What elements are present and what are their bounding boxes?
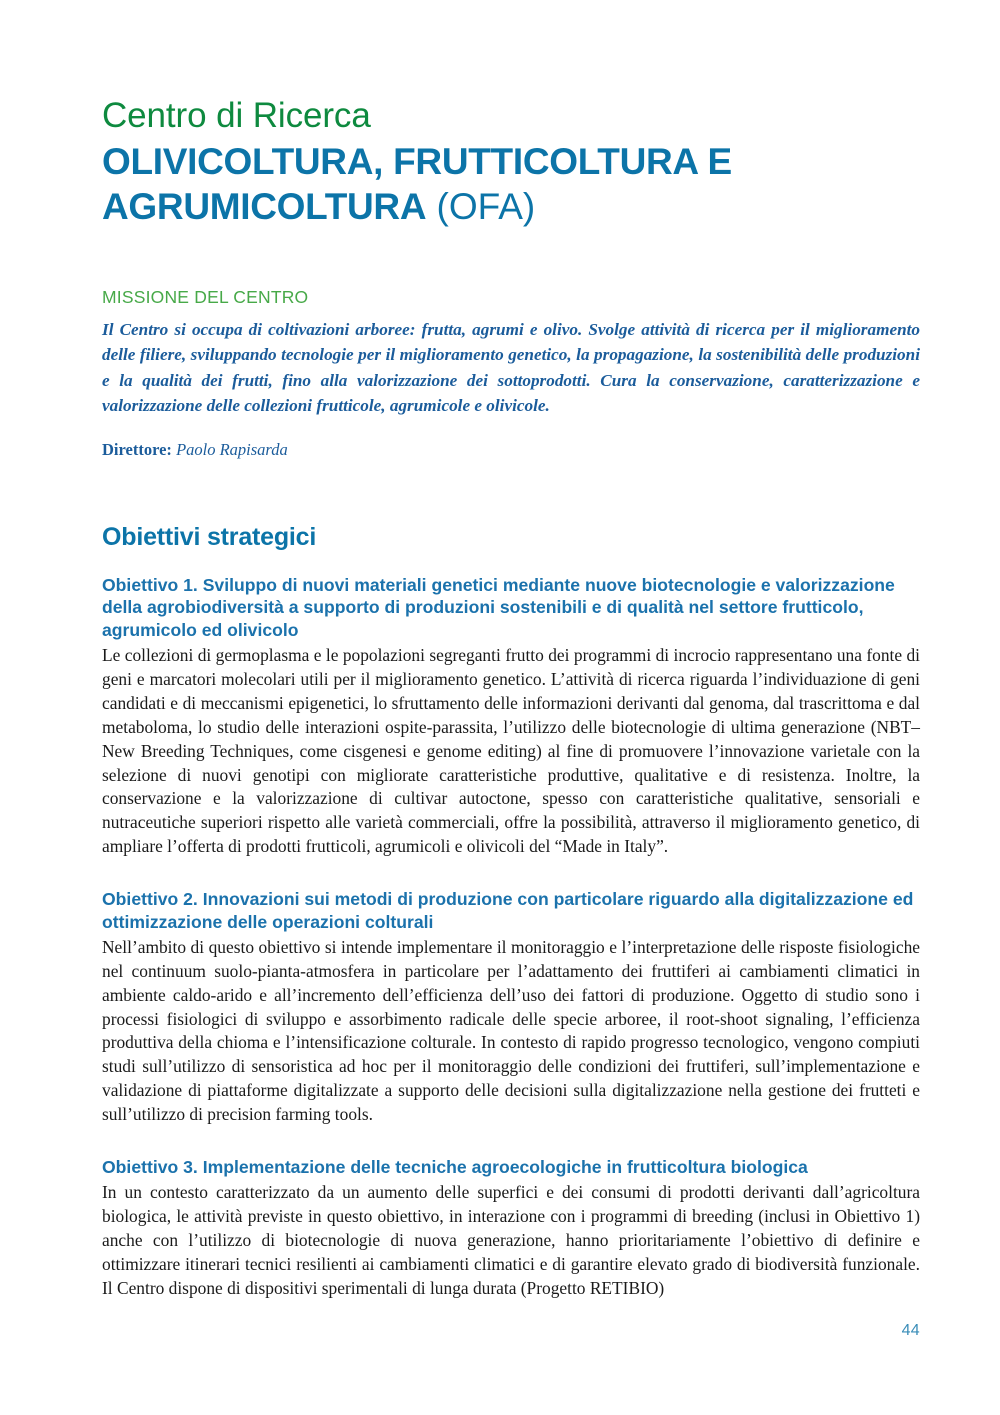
director-label: Direttore: [102,440,172,460]
director-name-value: Paolo Rapisarda [176,440,288,460]
center-title-main: OLIVICOLTURA, FRUTTICOLTURA E AGRUMICOLTURA [102,140,732,228]
objective-3-body: In un contesto caratterizzato da un aumento delle superfici e dei consumi di prodotti derivanti dall’agricoltura biologica, le attività previste in questo obiettivo, in interazione con i programmi di breeding (inclusi in Obiettivo 1) anche con l’utilizzo di biotecnologie di nuova generazione, hanno prioritariamente l’obiettivo di definire e ottimizzare itinerari tecnici resilienti ai cambiamenti climatici e di garantire elevato grado di biodiversità funzionale. Il Centro dispone di dispositivi sperimentali di lunga durata (Progetto RETIBIO) [102,1182,920,1298]
objective-3-title: Obiettivo 3. Implementazione delle tecniche agroecologiche in frutticoltura biologica [102,1156,808,1177]
center-title-acronym: (OFA) [426,186,536,228]
objective-1-body: Le collezioni di germoplasma e le popolazioni segreganti frutto dei programmi di incrocio rappresentano una fonte di geni e marcatori molecolari utili per il miglioramento genetico. L’attività di ricerca riguarda l’individuazione di geni candidati e di meccanismi epigenetici, lo sfruttamento delle informazioni derivanti dal genoma, dal trascrittoma e dal metaboloma, lo studio delle interazioni ospite-parassita, l’utilizzo delle biotecnologie di ultima generazione (NBT–New Breeding Techniques, come cisgenesi e genome editing) al fine di promuovere l’innovazione varietale con la selezione di nuovi genotipi con migliorate caratteristiche produttive, qualitative e di resistenza. Inoltre, la conservazione e la valorizzazione di cultivar autoctone, spesso con caratteristiche qualitative, sensoriali e nutraceutiche superiori rispetto alle varietà commerciali, offre la possibilità, attraverso il miglioramento genetico, di ampliare l’offerta di prodotti frutticoli, agrumicoli e olivicoli del “Made in Italy”. [102,645,920,857]
mission-section [102,287,920,461]
objective-1 [102,574,920,859]
objective-2-body: Nell’ambito di questo obiettivo si intende implementare il monitoraggio e l’interpretazione delle risposte fisiologiche nel continuum suolo-pianta-atmosfera in particolare per l’adattamento dei fruttiferi ai cambiamenti climatici in ambiente caldo-arido e all’incremento dell’efficienza dell’uso dei fattori di produzione. Oggetto di studio sono i processi fisiologici di sviluppo e assorbimento radicale delle specie arboree, il root-shoot signaling, l’efficienza produttiva della chioma e l’intensificazione colturale. In contesto di rapido progresso tecnologico, vengono compiuti studi sull’utilizzo di sensoristica ad hoc per il monitoraggio delle condizioni dei fruttiferi, sull’implementazione e validazione di piattaforme digitalizzate a supporto delle decisioni sulla digitalizzazione nella gestione dei frutteti e sull’utilizzo di precision farming tools. [102,937,920,1124]
mission-text: Il Centro si occupa di coltivazioni arboree: frutta, agrumi e olivo. Svolge attività di ricerca per il miglioramento delle filiere, sviluppando tecnologie per il miglioramento genetico, la propagazione, la sostenibilità delle produzioni e la qualità dei frutti, fino alla valorizzazione dei sottoprodotti. Cura la conservazione, caratterizzazione e valorizzazione delle collezioni frutticole, agrumicole e olivicole. [102,319,920,415]
page-number: 44 [901,1322,920,1339]
objective-1-title: Obiettivo 1. Sviluppo di nuovi materiali genetici mediante nuove biotecnologie e valorizzazione della agrobiodiversità a supporto di produzioni sostenibili e di qualità nel settore frutticolo, agrumicolo ed olivicolo [102,574,895,640]
objective-2 [102,888,920,1127]
objectives-heading: Obiettivi strategici [102,522,317,551]
page-content [102,96,920,1301]
objective-2-title: Obiettivo 2. Innovazioni sui metodi di produzione con particolare riguardo alla digitalizzazione ed ottimizzazione delle operazioni colturali [102,888,914,932]
center-kicker: Centro di Ricerca [102,96,371,135]
director-line [102,439,920,460]
page-title [102,139,882,230]
document-header [102,96,920,230]
objective-3 [102,1156,920,1301]
mission-label: MISSIONE DEL CENTRO [102,286,309,307]
